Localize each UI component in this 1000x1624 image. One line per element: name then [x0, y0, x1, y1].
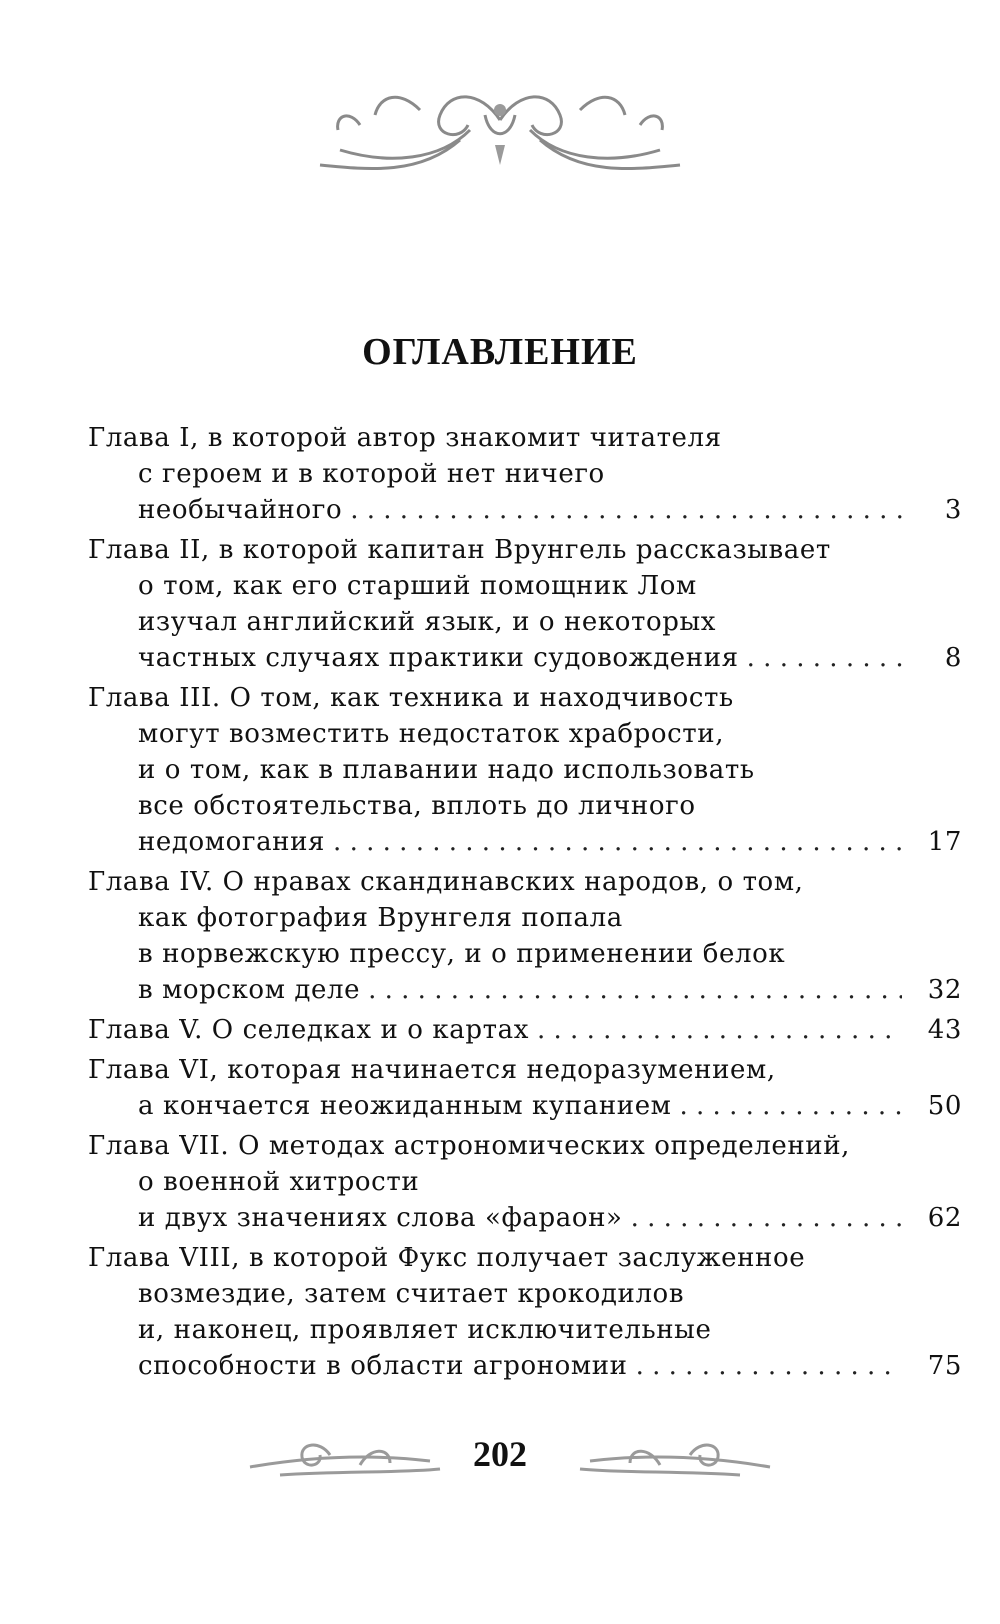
toc-entry-line: Глава II, в которой капитан Врунгель рассказывает: [88, 535, 831, 565]
top-ornament-icon: [300, 70, 700, 180]
toc-page-number: 8: [944, 643, 962, 673]
toc-entry: [88, 1240, 962, 1384]
toc-entry-line: как фотография Врунгеля попала: [138, 903, 623, 933]
toc-page-number: 3: [944, 495, 962, 525]
toc-entry-line: Глава VIII, в которой Фукс получает заслуженное: [88, 1243, 806, 1273]
toc-page-number: 75: [927, 1351, 962, 1381]
toc-entry-line: Глава I, в которой автор знакомит читателя: [88, 423, 722, 453]
toc-entry-text: в морском деле: [138, 975, 361, 1005]
toc-entry-last-line: [88, 1012, 962, 1048]
toc-entry-last-line: [88, 492, 962, 528]
toc-entry-text: и двух значениях слова «фараон»: [138, 1203, 623, 1233]
toc-entry-text: способности в области агрономии: [138, 1351, 628, 1381]
toc-page-number: 43: [927, 1015, 962, 1045]
toc-entry-line: Глава III. О том, как техника и находчивость: [88, 683, 734, 713]
toc-entry-line: Глава VII. О методах астрономических определений,: [88, 1131, 851, 1161]
leader-dots: [636, 1348, 902, 1384]
toc-entry-line: в норвежскую прессу, и о применении белок: [138, 939, 786, 969]
toc-page-number: 62: [927, 1203, 962, 1233]
toc-entry-last-line: [88, 824, 962, 860]
leader-dots: [631, 1200, 902, 1236]
toc-entry-text: Глава V. О селедках и о картах: [88, 1015, 529, 1045]
toc-entry: [88, 864, 962, 1008]
leader-dots: [747, 640, 902, 676]
leader-dots: [537, 1012, 902, 1048]
toc-entry-line: изучал английский язык, и о некоторых: [138, 607, 717, 637]
toc-entry-line: о том, как его старший помощник Лом: [138, 571, 697, 601]
table-of-contents: [88, 420, 962, 1388]
toc-entry-line: и, наконец, проявляет исключительные: [138, 1315, 712, 1345]
toc-entry-text: а кончается неожиданным купанием: [138, 1091, 672, 1121]
toc-entry-text: недомогания: [138, 827, 326, 857]
leader-dots: [350, 492, 902, 528]
toc-entry: [88, 532, 962, 676]
toc-entry-line: и о том, как в плавании надо использовать: [138, 755, 755, 785]
leader-dots: [333, 824, 902, 860]
toc-entry-line: о военной хитрости: [138, 1167, 420, 1197]
page-title: ОГЛАВЛЕНИЕ: [362, 331, 638, 373]
toc-entry-last-line: [88, 1348, 962, 1384]
toc-entry-text: частных случаях практики судовождения: [138, 643, 739, 673]
toc-entry: [88, 420, 962, 528]
toc-entry-line: Глава VI, которая начинается недоразумением,: [88, 1055, 776, 1085]
toc-entry: [88, 1128, 962, 1236]
leader-dots: [368, 972, 902, 1008]
toc-page-number: 32: [927, 975, 962, 1005]
toc-entry-line: возмездие, затем считает крокодилов: [138, 1279, 685, 1309]
toc-entry: [88, 1052, 962, 1124]
toc-entry-line: Глава IV. О нравах скандинавских народов, о том,: [88, 867, 804, 897]
toc-entry: [88, 680, 962, 860]
toc-entry-line: с героем и в которой нет ничего: [138, 459, 605, 489]
toc-page-number: 17: [927, 827, 962, 857]
toc-entry-last-line: [88, 1088, 962, 1124]
toc-entry-last-line: [88, 972, 962, 1008]
toc-entry-last-line: [88, 640, 962, 676]
toc-entry-line: все обстоятельства, вплоть до личного: [138, 791, 696, 821]
page-number: 202: [473, 1434, 527, 1474]
toc-entry-last-line: [88, 1200, 962, 1236]
toc-entry: [88, 1012, 962, 1048]
toc-page-number: 50: [927, 1091, 962, 1121]
leader-dots: [680, 1088, 903, 1124]
toc-entry-line: могут возместить недостаток храбрости,: [138, 719, 725, 749]
toc-entry-text: необычайного: [138, 495, 343, 525]
